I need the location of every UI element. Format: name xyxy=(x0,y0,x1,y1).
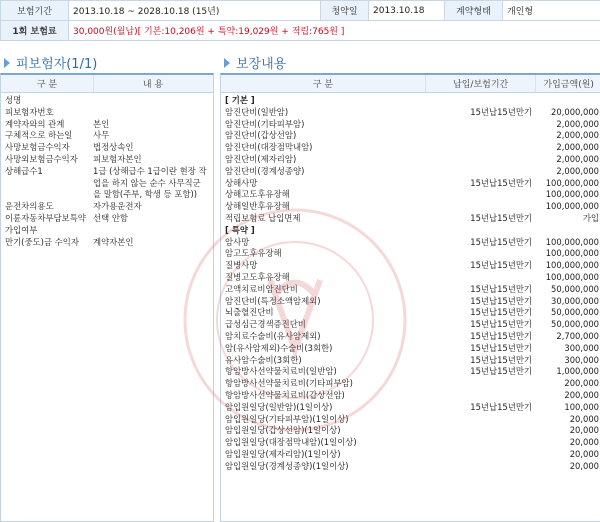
type-value: 개인형 xyxy=(503,1,600,21)
coverage-col-period: 납입/보험기간 xyxy=(426,75,536,92)
insured-row xyxy=(1,95,213,107)
insured-row-value xyxy=(93,107,211,119)
coverage-item-name: 항암방사선약물치료비(기타피부암) xyxy=(221,378,426,390)
coverage-row xyxy=(221,378,600,390)
coverage-item-name: 상해고도후유장해 xyxy=(221,189,426,201)
coverage-item-amount: 100,000,000 xyxy=(536,272,600,284)
coverage-item-amount: 2,000,000 xyxy=(536,119,600,131)
coverage-item-period: 15년납15년만기 xyxy=(426,296,536,308)
coverage-row xyxy=(221,414,600,426)
coverage-item-name: 암진단비(갑상선암) xyxy=(221,130,426,142)
insured-row xyxy=(1,154,213,166)
coverage-item-period: 15년납15년만기 xyxy=(426,343,536,355)
period-value: 2013.10.18 ~ 2028.10.18 (15년) xyxy=(69,1,321,21)
insured-body xyxy=(1,93,213,248)
coverage-item-period xyxy=(426,154,536,166)
coverage-item-name: 암사망 xyxy=(221,237,426,249)
coverage-item-name: 상해사망 xyxy=(221,178,426,190)
coverage-item-amount: 100,000,000 xyxy=(536,178,600,190)
coverage-item-period: 15년납15년만기 xyxy=(426,319,536,331)
contract-summary-table xyxy=(0,0,600,41)
coverage-item-name: 뇌출혈진단비 xyxy=(221,307,426,319)
coverage-item-amount: 2,000,000 xyxy=(536,142,600,154)
insured-row-category: 사망외보험금수익자 xyxy=(1,154,93,166)
coverage-item-amount: 20,000 xyxy=(536,414,600,426)
coverage-item-amount: 2,000,000 xyxy=(536,154,600,166)
coverage-item-period: 15년납15년만기 xyxy=(426,284,536,296)
coverage-item-name: 암진단비(기타피부암) xyxy=(221,119,426,131)
insured-row-value: 피보험자본인 xyxy=(93,154,211,166)
insured-row-category: 구체적으로 하는일 xyxy=(1,130,93,142)
coverage-item-name: 암진단비(특정소액암제외) xyxy=(221,296,426,308)
coverage-item-name: 암입원일당(대장점막내암)(1일이상) xyxy=(221,437,426,449)
coverage-item-name: 암(유사암제외)수술비(3회한) xyxy=(221,343,426,355)
coverage-row xyxy=(221,201,600,213)
coverage-item-period xyxy=(426,142,536,154)
premium-value: 30,000원(월납)[ 기본:10,206원 + 특약:19,029원 + 적립:765원 ] xyxy=(69,21,600,41)
insured-row-value: 1급 (상해급수 1급이란 현장 작업을 하지 않는 순수 사무직군을 말함(주부, 학생 등 포함)) xyxy=(93,166,211,201)
coverage-item-period xyxy=(426,390,536,402)
coverage-item-name: 고액치료비암진단비 xyxy=(221,284,426,296)
coverage-item-period: 15년납15년만기 xyxy=(426,178,536,190)
insured-row xyxy=(1,119,213,131)
coverage-item-amount: 30,000,000 xyxy=(536,296,600,308)
insured-row-category: 사망보험금수익자 xyxy=(1,142,93,154)
coverage-item-amount: 100,000,000 xyxy=(536,237,600,249)
subscription-date: 2013.10.18 xyxy=(369,1,445,21)
insured-row-category: 성명 xyxy=(1,95,93,107)
insured-row-category: 이륜자동차부담보특약가입여부 xyxy=(1,213,93,237)
coverage-row xyxy=(221,154,600,166)
coverage-item-amount: 20,000 xyxy=(536,425,600,437)
coverage-item-amount: 200,000 xyxy=(536,378,600,390)
coverage-item-name: 암입원일당(경계성종양)(1일이상) xyxy=(221,461,426,473)
coverage-item-period xyxy=(426,378,536,390)
coverage-section-row xyxy=(221,225,600,237)
coverage-item-period xyxy=(426,425,536,437)
insured-row-category: 만기(중도)금 수익자 xyxy=(1,237,93,249)
coverage-row xyxy=(221,343,600,355)
coverage-row xyxy=(221,107,600,119)
coverage-item-amount: 50,000,000 xyxy=(536,284,600,296)
coverage-item-amount: 20,000,000 xyxy=(536,107,600,119)
coverage-item-amount: 가입 xyxy=(536,213,600,225)
insured-row-value: 자가용운전자 xyxy=(93,201,211,213)
coverage-item-name: 암치료수술비(유사암제외) xyxy=(221,331,426,343)
coverage-item-name: [ 기본 ] xyxy=(221,95,426,107)
coverage-row xyxy=(221,248,600,260)
coverage-item-amount: 300,000 xyxy=(536,355,600,367)
coverage-row xyxy=(221,119,600,131)
coverage-item-period: 15년납15년만기 xyxy=(426,366,536,378)
coverage-item-period: 15년납15년만기 xyxy=(426,107,536,119)
coverage-item-amount: 1,000,000 xyxy=(536,366,600,378)
coverage-item-period: 15년납15년만기 xyxy=(426,355,536,367)
coverage-item-amount: 100,000,000 xyxy=(536,189,600,201)
coverage-row xyxy=(221,237,600,249)
coverage-row xyxy=(221,355,600,367)
coverage-col-category: 구 분 xyxy=(221,75,426,92)
coverage-item-period: 15년납15년만기 xyxy=(426,402,536,414)
insured-row-value: 법정상속인 xyxy=(93,142,211,154)
coverage-row xyxy=(221,296,600,308)
coverage-title-text: 보장내용 xyxy=(236,53,286,72)
coverage-item-name: 항암방사선약물치료비(일반암) xyxy=(221,366,426,378)
insured-row xyxy=(1,237,213,249)
coverage-item-name: 암입원일당(갑상선암)(1일이상) xyxy=(221,425,426,437)
triangle-icon xyxy=(4,58,10,68)
insured-row-category: 피보험자번호 xyxy=(1,107,93,119)
coverage-item-amount: 50,000,000 xyxy=(536,307,600,319)
coverage-row xyxy=(221,437,600,449)
insured-row-value: 본인 xyxy=(93,119,211,131)
coverage-row xyxy=(221,307,600,319)
insured-row xyxy=(1,201,213,213)
coverage-item-period: 15년납15년만기 xyxy=(426,260,536,272)
coverage-item-name: 암입원일당(일반암)(1일이상) xyxy=(221,402,426,414)
coverage-item-name: 항암방사선약물치료비(갑상선암) xyxy=(221,390,426,402)
coverage-item-name: 적립보험료 납입면제 xyxy=(221,213,426,225)
coverage-item-period xyxy=(426,461,536,473)
insured-row-value xyxy=(93,95,211,107)
insured-row xyxy=(1,142,213,154)
coverage-item-amount: 20,000 xyxy=(536,461,600,473)
insured-section-title xyxy=(4,53,97,72)
coverage-item-amount: 2,000,000 xyxy=(536,166,600,178)
insured-row-value: 선택 안함 xyxy=(93,213,211,237)
coverage-item-period xyxy=(426,272,536,284)
period-label: 보험기간 xyxy=(1,1,69,21)
coverage-item-name: 급성심근경색증진단비 xyxy=(221,319,426,331)
coverage-item-period xyxy=(426,119,536,131)
coverage-item-name: 암입원일당(기타피부암)(1일이상) xyxy=(221,414,426,426)
coverage-item-amount: 100,000,000 xyxy=(536,248,600,260)
coverage-row xyxy=(221,213,600,225)
insured-row xyxy=(1,166,213,201)
coverage-item-period xyxy=(426,225,536,237)
insured-row-category: 계약자와의 관계 xyxy=(1,119,93,131)
coverage-item-name: 유사암수술비(3회한) xyxy=(221,355,426,367)
coverage-item-name: 암진단비(일반암) xyxy=(221,107,426,119)
coverage-row xyxy=(221,166,600,178)
coverage-row xyxy=(221,425,600,437)
coverage-item-amount: 100,000,000 xyxy=(536,201,600,213)
coverage-item-amount: 20,000 xyxy=(536,437,600,449)
coverage-item-name: 암진단비(대장점막내암) xyxy=(221,142,426,154)
coverage-item-amount: 300,000 xyxy=(536,343,600,355)
coverage-row xyxy=(221,366,600,378)
insured-title-text: 피보험자(1/1) xyxy=(16,53,97,72)
coverage-row xyxy=(221,142,600,154)
coverage-row xyxy=(221,272,600,284)
premium-label: 1회 보험료 xyxy=(1,21,69,41)
coverage-item-amount: 20,000 xyxy=(536,449,600,461)
coverage-item-amount: 50,000,000 xyxy=(536,319,600,331)
coverage-row xyxy=(221,390,600,402)
coverage-item-amount: 200,000 xyxy=(536,390,600,402)
coverage-col-amount: 가입금액(원) xyxy=(536,75,600,92)
coverage-item-name: 질병사망 xyxy=(221,260,426,272)
insured-panel xyxy=(0,73,214,522)
subscription-label: 청약일 xyxy=(321,1,369,21)
coverage-item-period xyxy=(426,189,536,201)
coverage-item-period xyxy=(426,449,536,461)
insured-row xyxy=(1,130,213,142)
coverage-item-name: 상해일반후유장해 xyxy=(221,201,426,213)
coverage-row xyxy=(221,189,600,201)
coverage-item-name: 암고도후유장해 xyxy=(221,248,426,260)
coverage-body xyxy=(221,93,600,473)
coverage-section-title xyxy=(224,53,286,72)
coverage-panel xyxy=(220,73,600,522)
insured-row-value: 사무 xyxy=(93,130,211,142)
coverage-item-name: [ 특약 ] xyxy=(221,225,426,237)
coverage-row xyxy=(221,449,600,461)
coverage-item-period xyxy=(426,414,536,426)
coverage-item-amount xyxy=(536,95,600,107)
coverage-item-period xyxy=(426,201,536,213)
coverage-item-period xyxy=(426,437,536,449)
insured-col-category: 구 분 xyxy=(1,75,94,92)
coverage-row xyxy=(221,319,600,331)
coverage-row xyxy=(221,260,600,272)
coverage-row xyxy=(221,178,600,190)
coverage-item-period xyxy=(426,95,536,107)
coverage-item-period xyxy=(426,166,536,178)
coverage-section-row xyxy=(221,95,600,107)
coverage-row xyxy=(221,130,600,142)
type-label: 계약형태 xyxy=(445,1,503,21)
insured-header xyxy=(1,75,213,93)
coverage-item-period xyxy=(426,130,536,142)
coverage-item-amount xyxy=(536,225,600,237)
coverage-item-name: 암진단비(제자리암) xyxy=(221,154,426,166)
coverage-item-amount: 100,000,000 xyxy=(536,260,600,272)
insured-row xyxy=(1,107,213,119)
coverage-item-name: 암진단비(경계성종양) xyxy=(221,166,426,178)
coverage-row xyxy=(221,331,600,343)
coverage-item-name: 질병고도후유장해 xyxy=(221,272,426,284)
insured-row-category: 상해급수1 xyxy=(1,166,93,201)
coverage-item-amount: 100,000 xyxy=(536,402,600,414)
coverage-header xyxy=(221,75,600,93)
coverage-item-period: 15년납15년만기 xyxy=(426,307,536,319)
coverage-item-period xyxy=(426,248,536,260)
coverage-item-period: 15년납15년만기 xyxy=(426,237,536,249)
coverage-item-name: 암입원일당(제자리암)(1일이상) xyxy=(221,449,426,461)
coverage-row xyxy=(221,402,600,414)
coverage-item-amount: 2,700,000 xyxy=(536,331,600,343)
insured-col-content: 내 용 xyxy=(94,75,212,92)
insured-row-value: 계약자본인 xyxy=(93,237,211,249)
coverage-row xyxy=(221,284,600,296)
triangle-icon xyxy=(224,58,230,68)
coverage-item-period: 15년납15년만기 xyxy=(426,331,536,343)
coverage-item-period: 15년납15년만기 xyxy=(426,213,536,225)
coverage-item-amount: 2,000,000 xyxy=(536,130,600,142)
insured-row xyxy=(1,213,213,237)
insured-row-category: 운전차의용도 xyxy=(1,201,93,213)
coverage-row xyxy=(221,461,600,473)
